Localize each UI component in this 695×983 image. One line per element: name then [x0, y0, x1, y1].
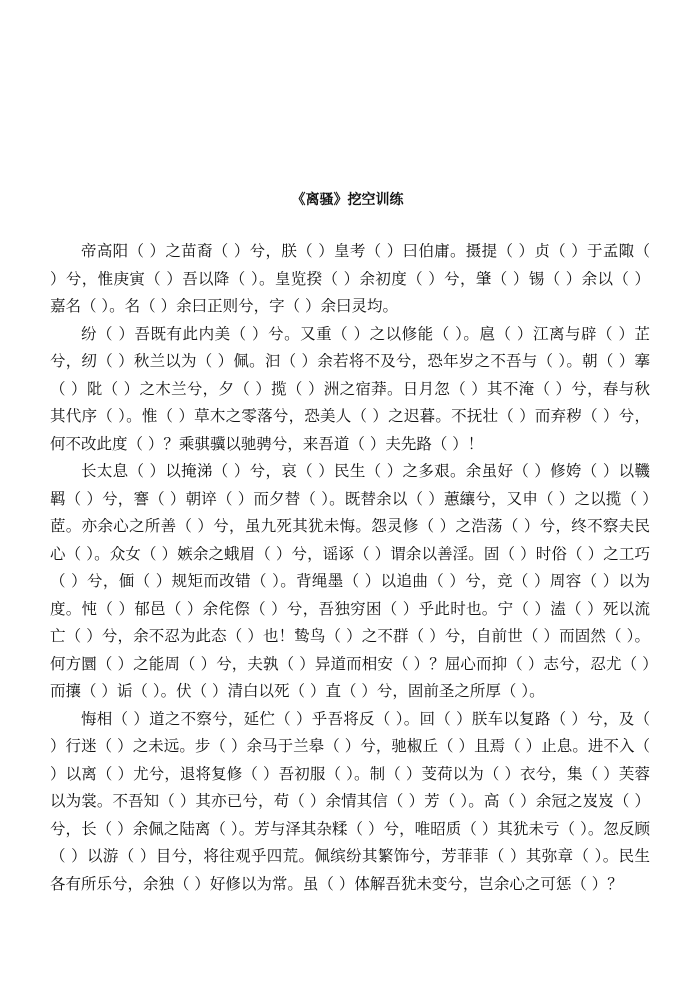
paragraph-4: 悔相（ ）道之不察兮，延伫（ ）乎吾将反（ ）。回（ ）朕车以复路（ ）兮，及（ ）行迷（ ）之未远。步（ ）余马于兰皋（ ）兮，驰椒丘（ ）且焉（ ）止息。进不入（ ）以离（ ）尤兮，退将复修（ ）吾初服（ ）。制（ ）芰荷以为（ ）衣兮，集（ ）芙蓉以为裳。不吾知（ ）其亦已兮，苟（ ）余情其信（ ）芳（ ）。高（ ）余冠之岌岌（ ）兮，长（ ）余佩之陆离（ ）。芳与泽其杂糅（ ）兮，唯昭质（ ）其犹未亏（ ）。忽反顾（ ）以游（ ）目兮，将往观乎四荒。佩缤纷其繁饰兮，芳菲菲（ ）其弥章（ ）。民生各有所乐兮，余独（ ）好修以为常。虽（ ）体解吾犹未变兮，岂余心之可惩（ ）？ — [50, 709, 650, 893]
paragraph-2: 纷（ ）吾既有此内美（ ）兮。又重（ ）之以修能（ ）。扈（ ）江离与辟（ ）芷兮，纫（ ）秋兰以为（ ）佩。汩（ ）余若将不及兮，恐年岁之不吾与（ ）。朝（ ）搴（ ）阰（ ）之木兰兮，夕（ ）揽（ ）洲之宿莽。日月忽（ ）其不淹（ ）兮，春与秋其代序（ ）。惟（ ）草木之零落兮，恐美人（ ）之迟暮。不抚壮（ ）而弃秽（ ）兮，何不改此度（ ）？乘骐骥以驰骋兮，来吾道（ ）夫先路（ ）！ — [50, 324, 650, 453]
paragraph-1: 帝高阳（ ）之苗裔（ ）兮，朕（ ）皇考（ ）曰伯庸。摄提（ ）贞（ ）于孟陬（ ）兮，惟庚寅（ ）吾以降（ ）。皇览揆（ ）余初度（ ）兮，肇（ ）锡（ ）余以（ ）嘉名（ ）。名（ ）余曰正则兮，字（ ）余曰灵均。 — [50, 242, 650, 315]
document-body — [50, 238, 650, 898]
paragraph-3: 长太息（ ）以掩涕（ ）兮，哀（ ）民生（ ）之多艰。余虽好（ ）修姱（ ）以鞿羁（ ）兮，謇（ ）朝谇（ ）而夕替（ ）。既替余以（ ）蕙纕兮，又申（ ）之以揽（ ）茝。亦余心之所善（ ）兮，虽九死其犹未悔。怨灵修（ ）之浩荡（ ）兮，终不察夫民心（ ）。众女（ ）嫉余之蛾眉（ ）兮，谣诼（ ）谓余以善淫。固（ ）时俗（ ）之工巧（ ）兮，偭（ ）规矩而改错（ ）。背绳墨（ ）以追曲（ ）兮，竞（ ）周容（ ）以为度。忳（ ）郁邑（ ）余侘傺（ ）兮，吾独穷困（ ）乎此时也。宁（ ）溘（ ）死以流亡（ ）兮，余不忍为此态（ ）也！鸷鸟（ ）之不群（ ）兮，自前世（ ）而固然（ ）。何方圜（ ）之能周（ ）兮，夫孰（ ）异道而相安（ ）？屈心而抑（ ）志兮，忍尤（ ）而攘（ ）诟（ ）。伏（ ）清白以死（ ）直（ ）兮，固前圣之所厚（ ）。 — [50, 462, 650, 700]
document-title: 《离骚》挖空训练 — [291, 192, 404, 208]
